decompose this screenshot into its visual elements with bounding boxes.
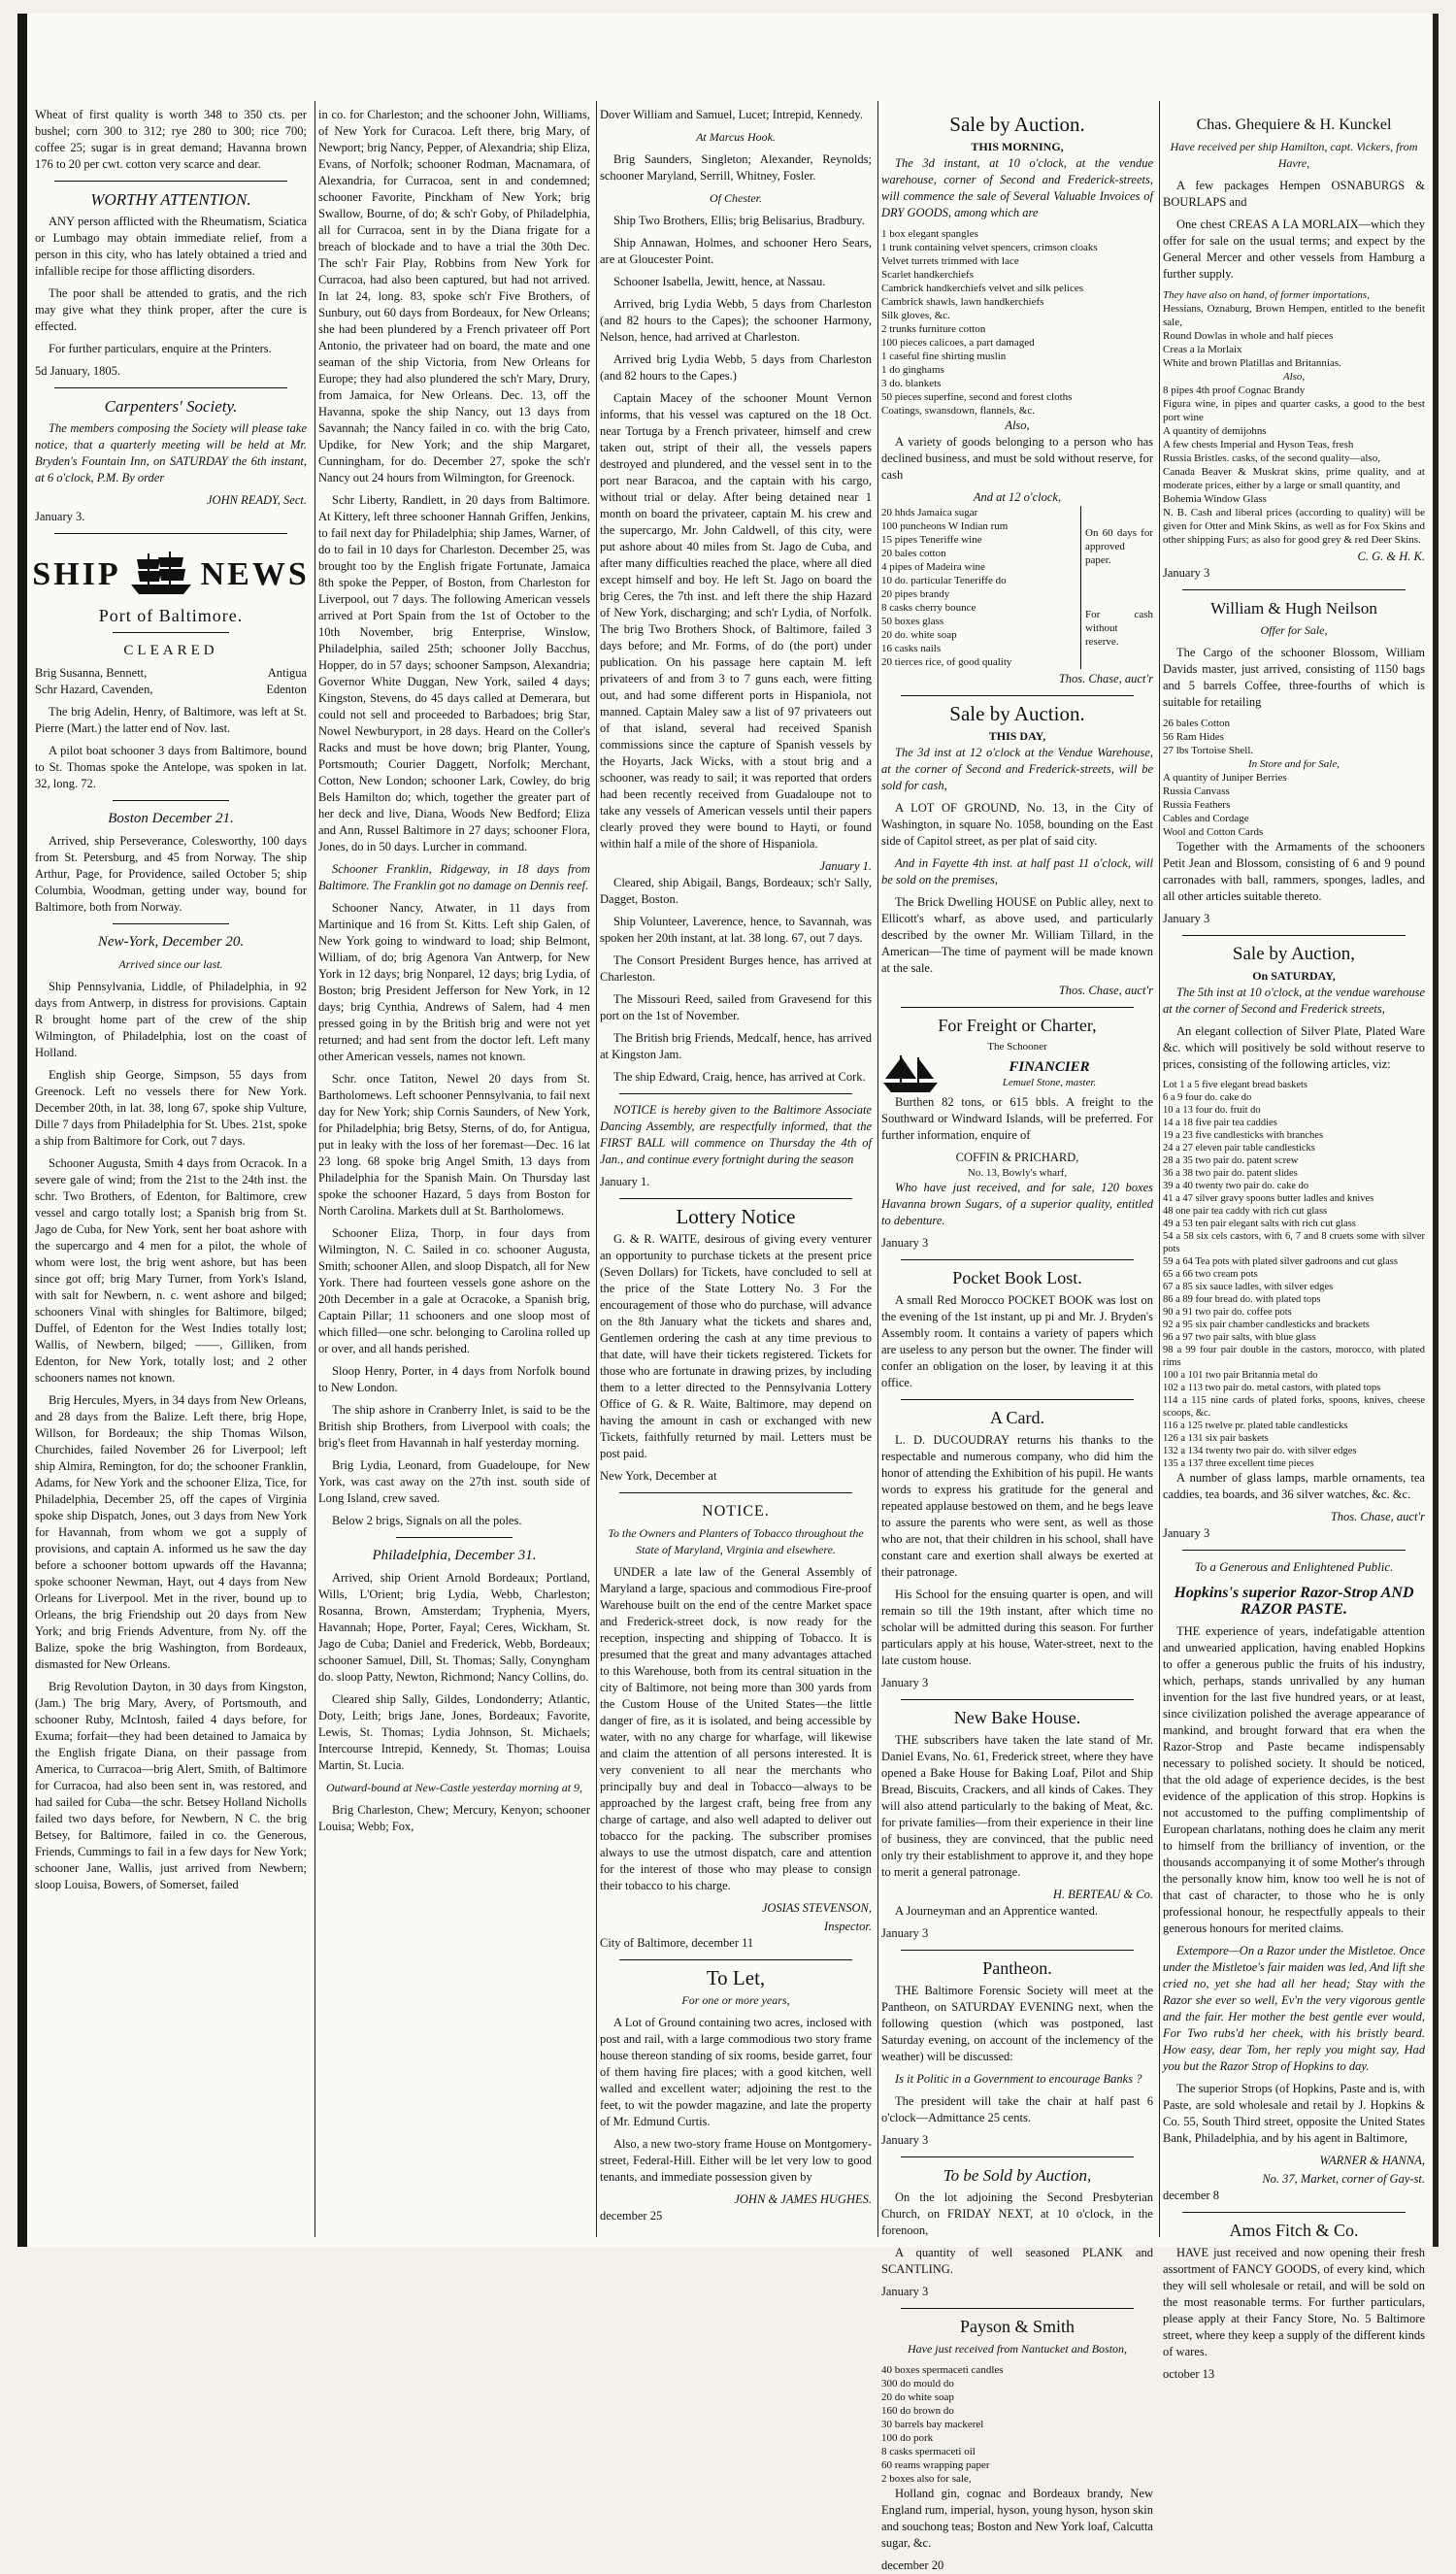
auction-lots [1163,1079,1425,1470]
shipping-item: Arrived brig Lydia Webb, 5 days from Charleston (and 82 hours to the Capes.) [600,352,872,383]
notice-text: ANY person afflicted with the Rheumatism, Sciatica or Lumbago may obtain immediate relief, from a person in this city, who has lately obtained a tried and infallible recipe for those afflicting disorders. [35,215,307,278]
list-item: Scarlet handkerchiefs [881,269,974,281]
list-item: 2 boxes also for sale, [881,2473,972,2485]
list-item: N. B. Cash and liberal prices (according to quality) will be given for Otter and Mink Skins, as well as for Fox Skins and other shipping Furs; as also for good grey & red Deer Skins. [1163,507,1425,546]
auction-text: And in Fayette 4th inst. at half past 11 o'clock, will be sold on the premises, [881,856,1153,886]
list-item: Canada Beaver & Muskrat skins, prime quality, and at moderate prices, either by a large or small quantity, and [1163,466,1425,491]
notice-signature: JOSIAS STEVENSON, [761,1901,872,1915]
bakehouse-text: A Journeyman and an Apprentice wanted. [895,1904,1098,1918]
column-1 [32,107,310,2233]
list-item: Cables and Cordage [1163,813,1249,824]
divider [113,923,229,924]
list-item: 90 a 91 two pair do. coffee pots [1163,1307,1292,1318]
dateline-sub: At Marcus Hook. [696,130,776,144]
list-item: 50 pieces superfine, second and forest cloths [881,391,1073,403]
lottery-date: New York, December at [600,1469,717,1483]
payson-date: december 20 [881,2558,944,2572]
list-item: 116 a 125 twelve pr. plated table candlesticks [1163,1421,1348,1431]
notice-date: 5d January, 1805. [35,364,121,378]
list-item: 1 trunk containing velvet spencers, crimson cloaks [881,242,1098,253]
notice-text: UNDER a late law of the General Assembly of Maryland a large, spacious and commodious Fire-proof Warehouse built on the end of the centre Market space and Frederick-street dock, is now ready for the reception, inspecting and shipping of Tobacco. It is presumed that the great and many advantages attached to this Warehouse, both from its central situation in the city of Baltimore, not being more than 300 yards from the Custom House of the United States—the little danger of fire, as it is isolated, and being accessible by water, with no any charge for wharfage, will likewise and claim the attention of all persons interested. It is very convenient to all near the merchants who principally buy and deal in Tobacco—always to be approached by the largest craft, being free from any charge of cartage, and also well adapted to deliver out tobacco for the packing. The subscriber promises always to use the utmost dispatch, care and attention for the interest of those who may please to consign their tobacco to his charge. [600,1565,872,1892]
shipping-item: Dover William and Samuel, Lucet; Intrepid, Kennedy. [600,108,863,121]
sale-text: A quantity of well seasoned PLANK and SCANTLING. [881,2246,1153,2276]
tolet-signature: JOHN & JAMES HUGHES. [734,2192,872,2206]
list-item: 40 boxes spermaceti candles [881,2364,1004,2376]
society-text: The members composing the Society will please take notice, that a quarterly meeting will be held at Mr. Bryden's Fountain Inn, on SATURDAY the 6th instant, at 6 o'clock, P.M. By order [35,421,307,485]
schooner-icon [881,1053,940,1094]
list-item: 26 bales Cotton [1163,718,1231,729]
shipping-item: Schooner Eliza, Thorp, in four days from Wilmington, N. C. Sailed in co. schooner Augusta, Smith; schooner Allen, and sloop Dispatch, all for New York. There had fourteen vessels gone ashore on the 20th December in a gale at Ocracoke, a Spanish brig, Captain Pillar; 11 schooners and one sloop most of which filled—one schr. belonging to Carolina rolled up or over, and all hands perished. [318,1226,590,1355]
shipping-item: Ship Pennsylvania, Liddle, of Philadelphia, in 92 days from Antwerp, in distress for provisions. Captain R brought home part of the crew of the ship Wilmington, of Philadelphia, lost on the coast of Holland. [35,980,307,1059]
shipping-item: Schooner Franklin, Ridgeway, in 18 days from Baltimore. The Franklin got no damage on Dennis reef. [318,862,590,892]
divider [901,1399,1134,1400]
list-item: 56 Ram Hides [1163,731,1224,743]
shipping-item: Captain Macey of the schooner Mount Vernon informs, that his vessel was captured on the 18 Oct. near Tortuga by a French privateer, himself and crew taken out, stript of their all, the vessels papers destroyed and plundered, and the vessel sent in to the port near Baracoa, and the captain with his cargo, without trial or delay. After being detained near 1 month on board the privateer, captain M. his crew and the supercargo, Mr. John Caldwell, of this city, were put ashore about 40 miles from St. Jago de Cuba, and after many difficulties reached the place, where all died except himself and boy. He left St. Jago on board the brig Ceres, the 7th inst. and left there the ship Hazard of New York, discharging; and sch'r Lydia, of Norfolk. The brig Two Brothers Shock, of Baltimore, failed 3 days before; and Mr. Forms, of do (the port) under publication. On his passage here captain M. left privateers of and from 3 to 7 guns each, were fitting out, and had some different ports in Hispaniola, not manned. Captain Maley saw a list of 97 privateers out of that island, several had received Spanish commissions since the capture of Spanish vessels by the Hoyarts, Jack Wicks, with a stout brig and a schooner, was ready to sail; it was reported that orders had been recently received from Guadaloupe not to take any vessels of American vessels until their papers clearly proved they were bound to Hayti, or found within half a mile of the shore of Hispaniola. [600,391,872,851]
freight-date: January 3 [881,1236,929,1250]
list-item: 20 do white soap [881,2391,954,2403]
shipping-item: Ship Volunteer, Laverence, hence, to Savannah, was spoken her 20th instant, at lat. 38 long. 67, out 7 days. [600,915,872,945]
ship-news-word: SHIP [32,555,121,592]
column-4 [881,107,1153,2572]
auction-items [881,227,1153,418]
list-item: Russia Canvass [1163,786,1230,797]
card-heading: A Card. [990,1408,1044,1427]
divider [901,1950,1134,1951]
list-item: Coatings, swansdown, flannels, &c. [881,405,1035,417]
shipping-item: Arrived, brig Lydia Webb, 5 days from Charleston (and 82 hours to the Capes); the schooner Harmony, Nelson, hence, had arrived at Charleston. [600,297,872,344]
auction-subheading: THIS DAY, [988,729,1046,743]
shipping-item: Arrived, ship Perseverance, Colesworthy, 100 days from St. Petersburg, and 45 from Norway. The ship Arthur, Page, for Providence, sailed October 5; ship Columbia, Woodman, getting under way, bound for Baltimore, both from Norway. [35,834,307,914]
neilson-text: Together with the Armaments of the schooners Petit Jean and Blossom, consisting of 6 and 9 pound carronades with ball, rammers, sponges, ladles, and all other articles suitable thereto. [1163,840,1425,903]
shipping-item: The ship ashore in Cranberry Inlet, is said to be the British ship Brothers, from Liverpool with coals; the brig's fleet from Havannah in half yesterday morning. [318,1403,590,1450]
auction-text: The 5th inst at 10 o'clock, at the vendue warehouse at the corner of Second and Frederick streets, [1163,986,1425,1016]
card-text: L. D. DUCOUDRAY returns his thanks to the respectable and numerous company, who did him the honor of attending the Exhibition of his pupil. He wants words to express his gratitude for the general and repeated applause bestowed on them, and he begs leave to assure the parents who were sent, as well as those who are not, that their children in his school, shall have constant care and exertion shall always be exerted at their patronage. [881,1433,1153,1579]
list-item: 114 a 115 nine cards of plated forks, spoons, knives, cheese scoops, &c. [1163,1395,1425,1419]
razor-address: No. 37, Market, corner of Gay-st. [1262,2172,1425,2186]
society-date: January 3. [35,510,85,523]
list-item: 10 do. particular Teneriffe do [881,575,1007,586]
tolet-heading: To Let, [706,1966,766,1989]
shipping-item: The British brig Friends, Medcalf, hence, has arrived at Kingston Jam. [600,1031,872,1061]
lost-text: A small Red Morocco POCKET BOOK was lost on the evening of the 1st instant, up pi and Mr. J. Bryden's Assembly room. It contains a variety of papers which are useless to any person but the owner. The finder will confer an obligation on the loser, by leaving it at this office. [881,1293,1153,1389]
razor-text: The superior Strops (of Hopkins, Paste and is, with Paste, are sold wholesale and retail by J. Hopkins & Co. 55, South Third street, opposite the United States Bank, Philadelphia, and by his agent in Baltimore, [1163,2082,1425,2145]
ghequiere-text: One chest CREAS A LA MORLAIX—which they offer for sale on the usual terms; and expect by the General Mercer and other vessels from Hamburg a further supply. [1163,217,1425,281]
shipping-item: Cleared, ship Abigail, Bangs, Bordeaux; sch'r Sally, Dagget, Boston. [600,876,872,906]
dateline: Boston December 21. [108,811,234,826]
tolet-text: A Lot of Ground containing two acres, inclosed with post and rail, with a large commodious two story frame house thereon standing of six rooms, beside garret, four of them having fire places; with a good kitchen, well walled and excellent water; adjoining the rest to the feet, to wit the powder magazine, and late the property of Mr. Edmund Curtis. [600,2016,872,2128]
column-rule [596,101,597,2237]
freight-heading: For Freight or Charter, [938,1016,1097,1035]
shipping-item: The Missouri Reed, sailed from Gravesend for this port on the 1st of November. [600,992,872,1022]
list-item: They have also on hand, of former importations, [1163,289,1370,301]
list-item: 1 box elegant spangles [881,228,978,240]
column-rule [314,101,315,2237]
vessel-destination: Antigua [267,666,307,680]
divider [619,1492,852,1493]
auction-text: A variety of goods belonging to a person who has declined business, and must be sold without reserve, for cash [881,435,1153,482]
list-item: 16 casks nails [881,643,942,654]
list-item: Bohemia Window Glass [1163,493,1267,505]
freight-master: Lemuel Stone, master. [1002,1076,1097,1088]
auction-text: A LOT OF GROUND, No. 13, in the City of Washington, in square No. 1058, bounding on the East side of Capitol street, as per plat of said city. [881,801,1153,848]
sale-text: On the lot adjoining the Second Presbyterian Church, on FRIDAY NEXT, at 10 o'clock, in the forenoon, [881,2190,1153,2237]
port-heading: Port of Baltimore. [98,606,244,625]
auction-text: An elegant collection of Silver Plate, Plated Ware &c. which will positively be sold without reserve to prices, consisting of the following articles, viz: [1163,1024,1425,1071]
list-item: 100 pieces calicoes, a part damaged [881,337,1035,349]
list-item: 20 hhds Jamaica sugar [881,507,978,518]
list-item: 86 a 89 four bread do. with plated tops [1163,1294,1321,1305]
notice-text: The poor shall be attended to gratis, and the rich may give what they think proper, after the cure is effected. [35,286,307,333]
divider [396,1537,513,1538]
lottery-heading: Lottery Notice [676,1205,796,1228]
freight-address: No. 13, Bowly's wharf, [967,1167,1068,1179]
list-item: 135 a 137 three excellent time pieces [1163,1458,1314,1469]
bakehouse-date: January 3 [881,1926,929,1940]
shipping-item: Schr. once Tatiton, Newel 20 days from St. Bartholomews. Left schooner Pennsylvania, to fail next day for New York; ship Cornis Saunders, of New York, for Philadelphia; brig Betsy, Sterns, of do, for Antigua, put in leaky with the loss of her foremast—Dec. 16 lat 23 long. 68 spoke brig Angel Smith, 13 days from Philadelphia for the Spanish Main. On Thursday last spoke the schooner Hazard, 5 days from Boston for North Carolina. Markets dull at St. Bartholomews. [318,1072,590,1218]
list-item: Russia Feathers [1163,799,1231,811]
list-item: Silk gloves, &c. [881,310,950,321]
list-item: 10 a 13 four do. fruit do [1163,1105,1261,1116]
assembly-notice: NOTICE is hereby given to the Baltimore Associate Dancing Assembly, are respectfully informed, that the FIRST BALL will commence on Thursday the 4th of Jan., and continue every fortnight during the season [600,1103,872,1166]
shipping-item: Cleared ship Sally, Gildes, Londonderry; Atlantic, Doty, Leith; brigs Jane, Jones, Bordeaux; Favorite, Lewis, St. Thomas; Lydia Johnson, St. Michaels; Intercourse Intrepid, Kennedy, St. Thomas; Louisa Martin, St. Lucia. [318,1692,590,1772]
shipping-item: Schooner Augusta, Smith 4 days from Ocracok. In a severe gale of wind; from the 21st to the 24th inst. the schr. Two Brothers, of Edenton, for Baltimore, crew vessel and cargo totally lost; a Spanish brig from St. Jago de Cuba, for New York, sent her boat ashore with the supercargo and 4 men for a pilot, the whole of whom were lost, the brig went ashore, but has been since got off; brig Mary Turner, from York's Island, with salt for Newbern, n. c. went ashore and bilged; schooners Vinal with shingles for Baltimore, bilged; Duffel, of Edenton for the West Indies totally lost; Wallis, of Newbern, bilged; ——, Gilliken, from Edenton, for New York, totally lost; and 2 other schooners names not known. [35,1156,307,1385]
list-item: White and brown Platillas and Britannias. [1163,357,1341,369]
auction-lots [881,506,1153,669]
cleared-row [35,665,307,682]
ghequiere-text: A few packages Hempen OSNABURGS & BOURLAPS and [1163,179,1425,209]
pantheon-heading: Pantheon. [982,1958,1052,1978]
list-item: 160 do brown do [881,2405,954,2417]
list-item: 4 pipes of Madeira wine [881,561,985,573]
notice-signature: Inspector. [824,1920,872,1933]
list-item: A few chests Imperial and Hyson Teas, fresh [1163,439,1354,451]
list-item: In Store and for Sale, [1248,758,1340,770]
lost-heading: Pocket Book Lost. [952,1268,1082,1287]
auction-text: A number of glass lamps, marble ornaments, tea caddies, tea boards, and 36 silver watches, &c. &c. [1163,1471,1425,1501]
list-item: A quantity of Juniper Berries [1163,772,1287,784]
list-item: 14 a 18 five pair tea caddies [1163,1118,1277,1128]
column-rule [1159,101,1160,2237]
list-item: 8 casks cherry bounce [881,602,976,614]
list-item: Lot 1 a 5 five elegant bread baskets [1163,1080,1307,1090]
list-item: 28 a 35 two pair do. patent screw [1163,1155,1299,1166]
lottery-text: G. & R. WAITE, desirous of giving every venturer an opportunity to purchase tickets at the present price (Seven Dollars) for Tickets, have concluded to sell at the price of the State Lottery No. 3 For the encouragement of those who do purchase, will advance on the 8th January what the tickets and shares and, Gentlemen ordering the cash at any time previous to that date, will have their tickets registered. Tickets for those who are fortunate in drawing prizes, by including them to a letter directed to the Pennsylvania Lottery Office of G. & R. Waite, Baltimore, may depend on having the amount in cash or exchanged with new Tickets, faithfully returned by mail. Letters must be post paid. [600,1232,872,1460]
divider [619,1959,852,1960]
list-item: Cambrick shawls, lawn handkerchiefs [881,296,1044,308]
society-signature: JOHN READY, Sect. [207,493,307,507]
razor-date: december 8 [1163,2189,1219,2202]
fitch-date: october 13 [1163,2367,1215,2381]
tolet-date: december 25 [600,2209,663,2223]
item-date: January 1. [819,859,872,873]
auction-subheading: THIS MORNING, [971,140,1064,153]
auctioneer-signature: Thos. Chase, auct'r [1058,984,1153,997]
list-item: 65 a 66 two cream pots [1163,1269,1258,1280]
auction-terms: For cash without reserve. [1085,609,1153,648]
neilson-items [1163,717,1425,839]
shipping-item: Sloop Henry, Porter, in 4 days from Norfolk bound to New London. [318,1364,590,1394]
auction-heading: Sale by Auction. [949,702,1085,725]
divider [901,2308,1134,2309]
list-item: 2 trunks furniture cotton [881,323,986,335]
freight-ship-name: FINANCIER [1009,1058,1090,1075]
dateline: Philadelphia, December 31. [372,1548,537,1563]
neilson-subheading: Offer for Sale, [1260,623,1328,637]
society-heading: Carpenters' Society. [104,397,238,416]
cleared-heading: CLEARED [123,643,218,658]
pantheon-question: Is it Politic in a Government to encourage Banks ? [895,2072,1142,2086]
sale-date: January 3 [881,2285,929,2298]
divider [113,800,229,801]
divider [619,1198,852,1199]
dateline: New-York, December 20. [97,934,245,950]
sale-heading: To be Sold by Auction, [943,2166,1092,2185]
shipping-item: Ship Two Brothers, Ellis; brig Belisarius, Bradbury. [613,214,865,227]
list-item: 50 boxes glass [881,616,944,627]
auctioneer-signature: Thos. Chase, auct'r [1330,1510,1425,1523]
divider [901,695,1134,696]
freight-text: Burthen 82 tons, or 615 bbls. A freight to the Southward or Windward Islands, will be preferred. For further information, enquire of [881,1095,1153,1142]
tolet-text: Also, a new two-story frame House on Montgomery-street, Federal-Hill. Either will be let very low to good tenants, and immediate possession given by [600,2137,872,2184]
payson-items [881,2363,1153,2486]
column-rule [877,101,878,2237]
divider [54,533,287,534]
fitch-text: HAVE just received and now opening their fresh assortment of FANCY GOODS, of every kind, which they will sell wholesale or retail, and will be sold on the most reasonable terms. For further particulars, please apply at their Fancy Store, No. 5 Baltimore street, where they keep a supply of the different kinds of wares. [1163,2246,1425,2358]
shipping-item: Arrived, ship Orient Arnold Bordeaux; Portland, Wills, L'Orient; brig Lydia, Webb, Charleston; Rosanna, Brown, Amsterdam; Tryphenia, Myers, Havannah; Hope, Porter, Fayal; Ceres, Wickham, St. Jago de Cuba; Daniel and Frederick, Webb, Bordeaux; schooner Samuel, Dill, St. Thomas; Sally, Conyngham do. sloop Patty, Newton, Richmond; Nancy Collins, do. [318,1571,590,1684]
shipping-item: The ship Edward, Craig, hence, has arrived at Cork. [613,1070,866,1084]
list-item: 67 a 85 six sauce ladles, with silver edges [1163,1282,1334,1292]
tolet-subheading: For one or more years, [681,1993,790,2007]
list-item: 20 bales cotton [881,548,946,559]
list-item: 96 a 97 two pair salts, with blue glass [1163,1332,1316,1343]
shipping-item: Brig Revolution Dayton, in 30 days from Kingston, (Jam.) The brig Mary, Avery, of Portsmouth, and schooner Ruby, McIntosh, failed 4 days before, for Exuma; forfait—they had been detained to Jamaica by the English frigate Diana, on their passage from America, to Curracoa—brig Alert, Smith, of Baltimore for Curracoa, had also been sent in, was restored, and had sailed for Cuba—the schr. Betsey Holland Nicholls failed two days before, for Newbern, N C. the brig Betsey, for Baltimore, failed in co. the Generous, Friends, Cummings to fail in a few days for New York; schooner Jane, Wallis, just arrived from Newbern; sloop Louisa, Bowers, of Somerset, failed [35,1680,307,1891]
column-3 [600,107,872,2233]
auction-also: Also, [1005,418,1030,432]
ghequiere-signature: C. G. & H. K. [1357,550,1425,563]
neilson-heading: William & Hugh Neilson [1210,599,1377,618]
auction-text: The 3d inst at 12 o'clock at the Vendue Warehouse, at the corner of Second and Frederick-streets, will be sold for cash, [881,746,1153,792]
card-date: January 3 [881,1676,929,1689]
auction-subheading: On SATURDAY, [1252,969,1336,983]
notice-heading: WORTHY ATTENTION. [90,190,251,209]
dateline-sub: Outward-bound at New-Castle yesterday morning at 9, [325,1781,583,1794]
divider [901,2156,1134,2157]
shipping-item: Brig Charleston, Chew; Mercury, Kenyon; schooner Louisa; Webb; Fox, [318,1803,590,1833]
divider [54,387,287,388]
list-item: A quantity of demijohns [1163,425,1267,437]
shipping-item: Brig Lydia, Leonard, from Guadeloupe, for New York, was cast away on the 27th inst. south side of Long Island, crew saved. [318,1458,590,1505]
ship-news-banner [32,550,310,598]
list-item: 24 a 27 eleven pair table candlesticks [1163,1143,1315,1153]
auction-heading: Sale by Auction. [949,113,1085,136]
notice-heading: NOTICE. [702,1503,770,1520]
list-item: 49 a 53 ten pair elegant salts with rich cut glass [1163,1219,1356,1229]
list-item: 19 a 23 five candlesticks with branches [1163,1130,1324,1141]
list-item: 100 do pork [881,2432,934,2444]
divider [1182,935,1406,936]
auction-time: And at 12 o'clock, [973,490,1062,504]
list-item: Cambrick handkerchiefs velvet and silk pelices [881,283,1084,294]
freight-signature: COFFIN & PRICHARD, [955,1151,1079,1164]
notice-date: January 1. [600,1175,650,1188]
vessel-destination: Edenton [266,683,307,696]
shipping-item: Ship Annawan, Holmes, and schooner Hero Sears, are at Gloucester Point. [600,236,872,266]
newspaper-page [17,14,1439,2572]
razor-heading: Hopkins's superior Razor-Strop AND RAZOR PASTE. [1174,1585,1414,1618]
divider [54,181,287,182]
shipping-item: Brig Hercules, Myers, in 34 days from New Orleans, and 28 days from the Balize. Left there, brig Hope, Willson, for Bordeaux; the ship Thomas Wilson, Churchides, failed November 26 for Liverpool; left ship Almira, Remington, for do; the schooner Franklin, Adams, for New York and the schooner Eliza, Tice, for Philadelphia, December 25, off the capes of Virginia spoke ship Dispatch, Jones, out 3 days from New York for Havannah, from whom we got a supply of provisions, and captain A. informed us he saw the day before a schooner bottom upwards off the Havanna; spoke schooner Newman, Hayt, out 4 days from New Orleans for Liverpool. Met in the river, bound up to Orleans, the brig Friendship out 20 days from New York; and brig Friends Adventure, from Ny. off the Balize, spoke the brig Washington, from Bordeaux, dismasted for New Orleans. [35,1393,307,1671]
list-item: Hessians, Oznaburg, Brown Hempen, entitled to the benefit sale, [1163,303,1425,328]
list-item: 30 barrels bay mackerel [881,2419,984,2430]
neilson-text: The Cargo of the schooner Blossom, William Davids master, just arrived, consisting of 1150 bags and 5 barrels Coffee, three-fourths of which is suitable for retailing [1163,646,1425,709]
list-item: 300 do mould do [881,2378,954,2390]
freight-subheading: The Schooner [987,1041,1047,1053]
razor-text: THE experience of years, indefatigable attention and unwearied application, having enabled Hopkins to offer a generous public the fruits of his industry, which, perhaps, stands unrivalled by any human invention for the last five hundred years, or at least, since civilization polished the average appearance of mankind, and brought forward that era when the Razor-Strop and Paste became indispensably necessary to polished society. It should be noticed, that the old adage of experience decides, is the best evidence of the application of this strop. Hopkins is not accustomed to the puffing complimentship of European charlatans, nothing does he claim any merit to himself from the brilliancy of invention, or the thousands accompanying it of some Mother's through the personally know him, know too well he is not of that cast of character, to those who he is only professional honour, he respectfully appeals to their generous honours for merited claims. [1163,1624,1425,1935]
payson-heading: Payson & Smith [959,2317,1075,2336]
razor-signature: WARNER & HANNA, [1319,2154,1425,2167]
divider [901,1007,1134,1008]
list-item: Figura wine, in pipes and quarter casks, a good to the best port wine [1163,398,1425,423]
list-item: 6 a 9 four do. cake do [1163,1092,1252,1103]
list-item: 92 a 95 six pair chamber candlesticks and brackets [1163,1320,1370,1330]
notice-subheading: To the Owners and Planters of Tobacco throughout the State of Maryland, Virginia and elsewhere. [608,1526,864,1556]
list-item: Velvet turrets trimmed with lace [881,255,1019,267]
bakehouse-heading: New Bake House. [953,1708,1081,1727]
list-item: 41 a 47 silver gravy spoons butter ladles and knives [1163,1193,1374,1204]
list-item: Russia Bristles. casks, of the second quality—also, [1163,452,1380,464]
shipping-item: Brig Saunders, Singleton; Alexander, Reynolds; schooner Maryland, Serrill, Whitney, Fosler. [600,152,872,183]
divider [619,1093,852,1094]
list-item: Creas a la Morlaix [1163,344,1242,355]
auctioneer-signature: Thos. Chase, auct'r [1058,672,1153,685]
notice-location: City of Baltimore, december 11 [600,1936,754,1950]
list-item: 20 do. white soap [881,629,957,641]
shipping-item: in co. for Charleston; and the schooner John, Williams, of New York for Curacoa. Left there, brig Mary, of Newport; brig Nancy, Pepper, of Alexandria; ship Eliza, Evans, of Norfolk; schooner Rodman, Macnamara, of Alexandria, for Curracoa, sent in and condemned; schooner Favorite, Pinckham of New York; brig Swallow, Bourne, of do; & sch'r Goby, of Philadelphia, all for Curracoa, sent in by the Diana frigate for a breach of blockade and to have a trial the 30th Dec. The sch'r Fair Play, Robbins from New York for Curracoa, had also been captured, but had not arrived. In lat 24, long. 83, spoke sch'r Five Brothers, of Sunbury, out 60 days from Bordeaux, for New Orleans; she had been plundered by a French privateer off Port Antonio, the privateer had on board, the mate and one seaman of the ship Victoria, from New Orleans for Europe; they had also plundered the sch'r Mary, Drury, from Jamaica, for New Orleans. Dec. 13, off the Havanna, spoke the ship Nancy, out 13 days from Savannah; the Nancy failed in co. with the brig Cato, Updike, for New York; and the ship Margaret, Cunningham, for do. December 27, spoke the sch'r Nancy out 24 hours from Wilmington, for Greenock. [318,108,590,485]
market-report: Wheat of first quality is worth 348 to 350 cts. per bushel; corn 300 to 312; rye 280 to 300; rice 700; coffee 25; sugar is in great demand; Havanna brown 176 to 20 per cwt. cotton very scarce and dear. [35,108,307,171]
shipping-item: Schooner Isabella, Jewitt, hence, at Nassau. [613,275,826,288]
shipping-item: The Consort President Burges hence, has arrived at Charleston. [600,953,872,984]
list-item: 126 a 131 six pair baskets [1163,1433,1269,1444]
auction-text: The Brick Dwelling HOUSE on Public alley, next to Ellicott's wharf, as above used, and particularly described by the owner Mr. William Tillard, in the American—The time of payment will be made known at the sale. [881,895,1153,975]
list-item: 1 caseful fine shirting muslin [881,351,1007,362]
list-item: 100 a 101 two pair Britannia metal do [1163,1370,1318,1381]
dateline-sub: Of Chester. [710,191,762,205]
razor-verse: Extempore—On a Razor under the Mistletoe. Once under the Mistletoe's fair maiden was led, And lift she cried no, yet she had all her head; Stay with the Razor she ever so well, Ev'n the very vigorous gentle and the fair. Her mother the best gentle ever would, For Two rubs'd her cheek, with his bristly beard. How easy, dear Tom, her reply you might say, Had you but the Razor Strop of Hopkins to day. [1163,1944,1425,2073]
payson-subheading: Have just received from Nantucket and Boston, [907,2342,1128,2356]
divider [113,632,229,633]
vessel-name: Schr Hazard, Cavenden, [35,683,153,696]
list-item: 20 tierces rice, of good quality [881,656,1012,668]
list-item: 20 pipes brandy [881,588,950,600]
shipping-item: English ship George, Simpson, 55 days from Greenock. Left no vessels there for New York. December 20th, in lat. 38, long 67, spoke ship Vulture, Dille 7 days from Philadelphia for St. Ubes. 21st, spoke a ship from Baltimore for Cork, out 7 days. [35,1068,307,1148]
list-item: 27 lbs Tortoise Shell. [1163,745,1254,756]
list-item: Round Dowlas in whole and half pieces [1163,330,1334,342]
ghequiere-heading: Chas. Ghequiere & H. Kunckel [1196,117,1392,133]
list-item: 3 do. blankets [881,378,942,389]
pantheon-text: The president will take the chair at half past 6 o'clock—Admittance 25 cents. [881,2094,1153,2124]
list-item: 98 a 99 four pair double in the castors, morocco, with plated rims [1163,1345,1425,1368]
list-item: 48 one pair tea caddy with rich cut glass [1163,1206,1328,1217]
list-item: 8 pipes 4th proof Cognac Brandy [1163,384,1306,396]
shipping-item: Schr Liberty, Randlett, in 20 days from Baltimore. At Kittery, left three schooner Hannah Griffen, Jenkins, to fail next day for Philadelphia; ship James, Warner, of do to fail in 10 days for Charleston. December 25, was brought too by the English frigate Fortunate, Jamaica 8th spoke the Pepper, of Boston, from Charleston for Liverpool, out 7 days. The following American vessels arrived at Port Spain from the 1st of October to the 10th November, brig Enterprise, Winslow, Philadelphia, sailed 25th; schooner Jolly Bacchus, Hopper, do in 57 days; schooner Sampson, Alexandria; Governor White Duggan, New York, sailed 4 days; Kingston, Stevens, do 45 days called at Demerara, but could not sell and proceeded to Barbadoes; brig Star, Nowel Newburyport, in 28 days. Heard on the Coller's Racks and must be hove down; brig Planter, Young, Portsmouth; Courier Daggett, Norfolk; Merchant, Cotton, New London; schooner Lark, Cowley, do brig Bels Hamilton do; which, together the greater part of her deck and live, Diana, Woods New Bedford; Eliza and Ann, Russel Baltimore in 27 days; schooner Flora, Jones, do in 50 days. Lurcher in command. [318,493,590,853]
list-item: 36 a 38 two pair do. patent slides [1163,1168,1298,1179]
divider [1182,1550,1406,1551]
vessel-name: Brig Susanna, Bennett, [35,666,148,680]
list-item: 8 casks spermaceti oil [881,2446,976,2457]
auction-heading: Sale by Auction, [1232,944,1356,964]
bakehouse-signature: H. BERTEAU & Co. [1052,1888,1153,1901]
razor-subheading: To a Generous and Enlightened Public. [1194,1559,1394,1574]
auction-text: The 3d instant, at 10 o'clock, at the vendue warehouse, corner of Second and Frederick-streets, will commence the sale of Several Valuable Invoices of DRY GOODS, among which are [881,156,1153,219]
auction-date: January 3 [1163,1526,1210,1540]
list-item: 39 a 40 twenty two pair do. cake do [1163,1181,1309,1191]
ghequiere-subheading: Have received per ship Hamilton, capt. Vickers, from Havre, [1170,140,1418,170]
list-item: Wool and Cotton Cards [1163,826,1264,838]
list-item: 102 a 113 two pair do. metal castors, with plated tops [1163,1383,1381,1393]
dateline-sub: Arrived since our last. [118,957,223,971]
ship-news-word: NEWS [200,555,310,592]
list-item: 59 a 64 Tea pots with plated silver gadroons and cut glass [1163,1256,1398,1267]
list-item: 54 a 58 six cels castors, with 6, 7 and 8 cruets some with silver pots [1163,1231,1425,1254]
pantheon-text: THE Baltimore Forensic Society will meet at the Pantheon, on SATURDAY EVENING next, when the following question (which was postponed, last Saturday evening, on account of the inclemency of the weather) will be discussed: [881,1984,1153,2063]
column-5 [1163,107,1425,2381]
cleared-row [35,682,307,698]
list-item: 15 pipes Teneriffe wine [881,534,982,546]
divider [901,1699,1134,1700]
bakehouse-text: THE subscribers have taken the late stand of Mr. Daniel Evans, No. 61, Frederick street, where they have opened a Bake House for Baking Loaf, Pilot and Ship Bread, Biscuits, Crackers, and all kinds of Cakes. They will also attend particularly to the baking of Meat, &c. for private families—from their experience in their line of business, they are convinced, that the public need only try their establishment to approve it, and they hope to merit a general patronage. [881,1733,1153,1879]
pantheon-date: January 3 [881,2133,929,2147]
freight-text: Who have just received, and for sale, 120 boxes Havanna brown Sugars, of a superior quality, entitled to debenture. [881,1181,1153,1227]
column-2 [318,107,590,2233]
notice-text: For further particulars, enquire at the Printers. [49,342,272,355]
list-item: 100 puncheons W Indian rum [881,520,1009,532]
divider [901,1259,1134,1260]
card-text: His School for the ensuing quarter is open, and will remain so till the 19th instant, after which time no scholar will be admitted during this season. For further particulars apply at his house, Water-street, next to the late custom house. [881,1588,1153,1667]
ghequiere-items [1163,288,1425,547]
payson-text: Holland gin, cognac and Bordeaux brandy, New England rum, imperial, hyson, young hyson, hyson skin and souchong teas; Boston and New York loaf, Calcutta sugar, &c. [881,2487,1153,2550]
divider [1182,2212,1406,2213]
shipping-item: A pilot boat schooner 3 days from Baltimore, bound to St. Thomas spoke the Antelope, was spoken in lat. 32, long. 72. [35,744,307,790]
ghequiere-date: January 3 [1163,566,1210,580]
list-item: Also, [1282,371,1306,383]
neilson-date: January 3 [1163,912,1210,925]
list-item: 1 do ginghams [881,364,944,376]
divider [1182,589,1406,590]
list-item: 60 reams wrapping paper [881,2459,990,2471]
list-item: 132 a 134 twenty two pair do. with silver edges [1163,1446,1357,1456]
sailing-ship-icon [127,550,195,598]
fitch-heading: Amos Fitch & Co. [1229,2221,1359,2240]
shipping-item: Schooner Nancy, Atwater, in 11 days from Martinique and 16 from St. Kitts. Left ship Galen, of New York going to windward to load; ship Belmont, William, of do; brig Agenora Van Antwerp, for New York in 12 days; brig Nonparel, 12 days; brig Lydia, of Boston; brig President Jefferson for New York, in 12 days; brig Cynthia, Andrews of Salem, had 4 men pressed going in by the British brig and were not yet returned; and had sent from the doctor left. Left many other American vessels, names not known. [318,901,590,1063]
shipping-item: The brig Adelin, Henry, of Baltimore, was left at St. Pierre (Mart.) the latter end of Nov. last. [35,705,307,735]
shipping-item: Below 2 brigs, Signals on all the poles. [332,1514,522,1527]
auction-terms: On 60 days for approved paper. [1085,527,1153,566]
